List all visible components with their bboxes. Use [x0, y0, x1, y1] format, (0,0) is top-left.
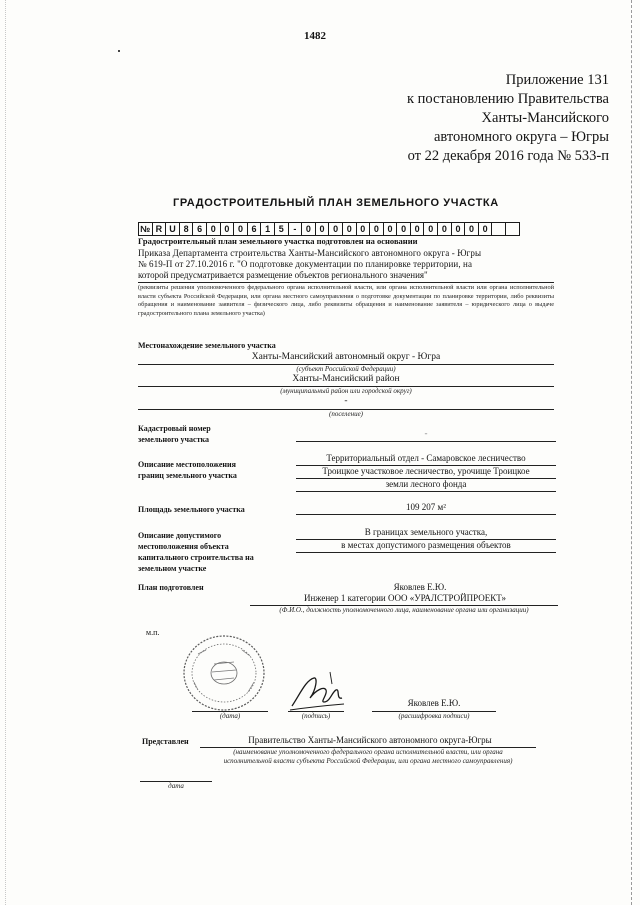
prepared-label: План подготовлен [138, 583, 204, 592]
cadastral-label-line-1: Кадастровый номер [138, 424, 211, 433]
boundaries-value-line-3: земли лесного фонда [385, 479, 467, 489]
reg-number-cell: U [165, 222, 180, 236]
reg-number-cell: 0 [233, 222, 248, 236]
decoded-caption: (расшифровка подписи) [398, 712, 470, 720]
area-label: Площадь земельного участка [138, 505, 245, 514]
placement-underline-2 [296, 552, 556, 553]
basis-text-line-2: № 619-П от 27.10.2016 г. "О подготовке документации по планировке территории, на [138, 259, 473, 269]
reg-number-cell [505, 222, 520, 236]
reg-number-cell: 1 [260, 222, 275, 236]
placement-label-line-4: земельном участке [138, 564, 207, 573]
reg-number-cell: 0 [328, 222, 343, 236]
boundaries-underline-3 [296, 491, 556, 492]
reg-number-cell: 0 [369, 222, 384, 236]
reg-number-cell: 0 [206, 222, 221, 236]
boundaries-label-line-2: границ земельного участка [138, 471, 237, 480]
area-underline [296, 514, 556, 515]
settlement-value: - [344, 396, 348, 406]
mp-label: м.п. [146, 628, 160, 637]
boundaries-value-line-2: Троицкое участковое лесничество, урочище Троицкое [322, 466, 530, 476]
cadastral-value: - [424, 428, 428, 438]
document-title: ГРАДОСТРОИТЕЛЬНЫЙ ПЛАН ЗЕМЕЛЬНОГО УЧАСТКА [173, 197, 499, 209]
prepared-name: Яковлев Е.Ю. [393, 582, 447, 592]
boundaries-label-line-1: Описание местоположения [138, 460, 236, 469]
appendix-line-1: Приложение 131 [505, 72, 609, 88]
reg-number-cell: 0 [315, 222, 330, 236]
reg-number-cell: 0 [464, 222, 479, 236]
placement-value-line-1: В границах земельного участка, [364, 527, 488, 537]
district-value: Ханты-Мансийский район [292, 374, 400, 384]
appendix-line-2: к постановлению Правительства [407, 91, 609, 107]
speck-mark [118, 50, 120, 52]
basis-text-line-1: Приказа Департамента строительства Ханты-Мансийского автономного округа - Югры [138, 248, 482, 258]
district-caption: (муниципальный район или городской округ) [280, 387, 412, 395]
registration-number-grid [138, 222, 519, 236]
basis-heading: Градостроительный план земельного участка подготовлен на основании [138, 236, 418, 246]
submitted-label: Представлен [142, 737, 189, 746]
settlement-caption: (поселение) [328, 410, 364, 418]
scan-edge-right [631, 0, 633, 905]
appendix-line-5: от 22 декабря 2016 года № 533-п [407, 148, 609, 164]
reg-number-cell: 6 [192, 222, 207, 236]
reg-number-cell: 0 [478, 222, 493, 236]
cadastral-underline [296, 441, 556, 442]
reg-number-cell: 5 [274, 222, 289, 236]
appendix-line-4: автономного округа – Югры [433, 129, 609, 145]
basis-caption: (реквизиты решения уполномоченного федерального органа исполнительной власти, или органа исполнительной власти или органа исполнительной власти субъекта Российской Федерации, или органа местного самоуправления о подготовке документации по планировке территории, либо реквизиты обращения и наименование заявителя – физического лица, либо реквизиты обращения и наименование заявителя – юридического лица о выдаче градостроительного плана земельного участка) [138, 284, 554, 317]
reg-number-cell: 0 [451, 222, 466, 236]
reg-number-cell: 0 [220, 222, 235, 236]
official-stamp [176, 632, 272, 714]
reg-number-cell: 0 [356, 222, 371, 236]
reg-number-cell: - [288, 222, 303, 236]
reg-number-cell: 0 [437, 222, 452, 236]
date-caption: (дата) [219, 712, 241, 720]
submitted-caption-line-1: (наименование уполномоченного федерального органа исполнительной власти, или органа [233, 748, 503, 756]
area-value: 109 207 м² [406, 502, 446, 512]
reg-number-cell: 0 [396, 222, 411, 236]
reg-number-cell: 6 [247, 222, 262, 236]
submitted-date-caption: дата [168, 782, 184, 790]
scan-edge-left [5, 0, 7, 905]
subject-value: Ханты-Мансийский автономный округ - Югра [251, 352, 441, 362]
reg-number-cell: R [152, 222, 167, 236]
decoded-name: Яковлев Е.Ю. [407, 698, 461, 708]
signature-mark [286, 668, 348, 714]
reg-number-cell: 0 [342, 222, 357, 236]
reg-number-cell: 0 [301, 222, 316, 236]
basis-underline [138, 282, 554, 283]
placement-label-line-2: местоположения объекта [138, 542, 229, 551]
boundaries-value-line-1: Территориальный отдел - Самаровское лесничество [326, 453, 526, 463]
placement-label-line-3: капитального строительства на [138, 553, 254, 562]
reg-number-cell: 0 [410, 222, 425, 236]
submitted-caption-line-2: исполнительной власти субъекта Российской Федерации, или органа местного самоуправления) [223, 757, 513, 765]
reg-number-cell: 8 [179, 222, 194, 236]
prepared-caption: (Ф.И.О., должность уполномоченного лица, наименование органа или организации) [279, 606, 529, 614]
appendix-line-3: Ханты-Мансийского [481, 110, 609, 126]
basis-text-line-3: которой предусматривается размещение объектов регионального значения" [138, 270, 428, 280]
placement-label-line-1: Описание допустимого [138, 531, 222, 540]
placement-value-line-2: в местах допустимого размещения объектов [341, 540, 511, 550]
reg-number-cell: 0 [423, 222, 438, 236]
reg-number-cell [491, 222, 506, 236]
subject-caption: (субъект Российской Федерации) [296, 365, 396, 373]
prepared-position: Инженер 1 категории ООО «УРАЛСТРОЙПРОЕКТ» [303, 593, 507, 603]
signature-caption: (подпись) [301, 712, 331, 720]
cadastral-label-line-2: земельного участка [138, 435, 210, 444]
submitted-value: Правительство Ханты-Мансийского автономного округа-Югры [248, 735, 492, 745]
reg-number-cell: 0 [383, 222, 398, 236]
location-heading: Местонахождение земельного участка [138, 341, 276, 350]
reg-number-cell: № [138, 222, 153, 236]
page-number: 1482 [304, 30, 326, 42]
